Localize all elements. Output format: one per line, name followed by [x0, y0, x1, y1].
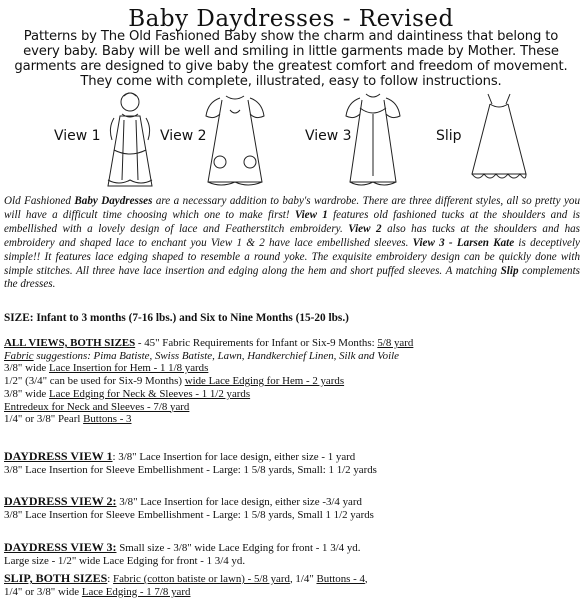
- description-paragraph: [4, 195, 580, 292]
- description-text: is deceptively simple!! It features lace edging shaped to resemble a round yoke. The exquisite embroidery design can be quickly done with simple stitches. All three have lace insertion and edging along the hem and short puffed sleeves. A matching: [4, 236, 580, 277]
- view1-heading: DAYDRESS VIEW 1: [4, 449, 113, 463]
- req-text: 3/8" Lace Insertion for Sleeve Embellishment - Large: 1 5/8 yards, Small: 1 1/2 yards: [4, 463, 377, 476]
- req-text: 3/8" wide: [4, 387, 49, 400]
- req-text: :: [107, 573, 114, 585]
- view3-requirements: [4, 541, 580, 567]
- intro-text: Patterns by The Old Fashioned Baby show the charm and daintiness that belong to every baby. Baby will be well and smiling in little garments made by Mother. These garments are designed to give baby the greatest comfort and freedom of movement. They come with complete, illustrated, easy to follow instructions.: [14, 29, 568, 89]
- all-views-heading: ALL VIEWS, BOTH SIZES: [4, 337, 136, 349]
- view1-dress-figure: [100, 90, 160, 190]
- view2-label: View 2: [160, 128, 207, 144]
- req-text: - 45" Fabric Requirements for Infant or Six-9 Months:: [135, 337, 378, 349]
- description-emphasis: Slip: [500, 264, 519, 277]
- req-underlined: 5/8 yard: [377, 337, 414, 349]
- page-title: Baby Daydresses - Revised: [128, 6, 454, 32]
- slip-heading: SLIP, BOTH SIZES: [4, 571, 108, 585]
- slip-label: Slip: [436, 128, 462, 144]
- req-text: ,: [364, 573, 368, 585]
- slip-requirements: [4, 572, 580, 598]
- req-text: 3/8" Lace Insertion for Sleeve Embellishment - Large: 1 5/8 yards, Small 1 1/2 yards: [4, 508, 374, 521]
- req-text: Large size - 1/2" wide Lace Edging for front - 1 3/4 yd.: [4, 554, 246, 567]
- view3-heading: DAYDRESS VIEW 3:: [4, 540, 117, 554]
- req-text: Small size - 3/8" wide Lace Edging for front - 1 3/4 yd.: [116, 542, 361, 554]
- description-text: complements the dresses.: [4, 264, 580, 291]
- req-text: 3/8" wide: [4, 362, 49, 375]
- description-emphasis: Baby Daydresses: [74, 195, 153, 207]
- req-text: , 1/4": [289, 573, 317, 585]
- description-text: are a necessary addition to baby's wardrobe. There are three different styles, all so pretty you will have a difficult time choosing which one to make first!: [4, 195, 580, 221]
- req-underlined: Buttons - 3: [83, 413, 132, 426]
- req-underlined: Lace Insertion for Hem - 1 1/8 yards: [48, 362, 209, 375]
- view1-label: View 1: [54, 128, 101, 144]
- req-underlined: Fabric: [4, 349, 34, 362]
- description-text: features old fashioned tucks at the shoulders and is embellished with a lovely design of lace and Featherstitch embroidery.: [4, 208, 580, 235]
- req-text: suggestions: Pima Batiste, Swiss Batiste, Lawn, Handkerchief Linen, Silk and Voile: [33, 349, 399, 362]
- slip-figure: [466, 90, 532, 188]
- view2-requirements: [4, 495, 580, 521]
- size-line: SIZE: Infant to 3 months (7-16 lbs.) and Six to Nine Months (15-20 lbs.): [4, 312, 349, 324]
- req-underlined: Buttons - 4: [316, 573, 365, 585]
- req-underlined: Lace Edging - 1 7/8 yard: [81, 585, 191, 598]
- description-emphasis: View 1: [294, 208, 328, 221]
- all-views-requirements: [4, 337, 580, 426]
- req-text: 1/2" (3/4" can be used for Six-9 Months): [4, 375, 185, 388]
- view3-label: View 3: [305, 128, 352, 144]
- description-emphasis: View 2: [348, 222, 382, 235]
- req-text: 1/4" or 3/8" wide: [4, 585, 82, 598]
- description-emphasis: View 3 - Larsen Kate: [412, 236, 515, 249]
- view2-dress-figure: [200, 90, 270, 190]
- view3-dress-figure: [342, 90, 404, 190]
- req-text: 3/8" Lace Insertion for lace design, either size -3/4 yard: [116, 496, 362, 508]
- req-underlined: Fabric (cotton batiste or lawn) - 5/8 yard: [113, 573, 290, 585]
- view2-heading: DAYDRESS VIEW 2:: [4, 494, 117, 508]
- views-illustration-row: [0, 90, 582, 190]
- description-text: also has tucks at the shoulders and has embroidery and shaped lace to enchant you View 1 & 2 have lace embellished sleeves.: [4, 222, 580, 249]
- req-text: 1/4" or 3/8" Pearl: [4, 413, 84, 426]
- description-text: Old Fashioned: [4, 195, 75, 207]
- req-text: : 3/8" Lace Insertion for lace design, either size - 1 yard: [112, 451, 356, 463]
- req-underlined: Entredeux for Neck and Sleeves - 7/8 yard: [4, 400, 190, 413]
- req-underlined: Lace Edging for Neck & Sleeves - 1 1/2 yards: [48, 387, 251, 400]
- view1-requirements: [4, 450, 580, 476]
- req-underlined: wide Lace Edging for Hem - 2 yards: [184, 375, 345, 388]
